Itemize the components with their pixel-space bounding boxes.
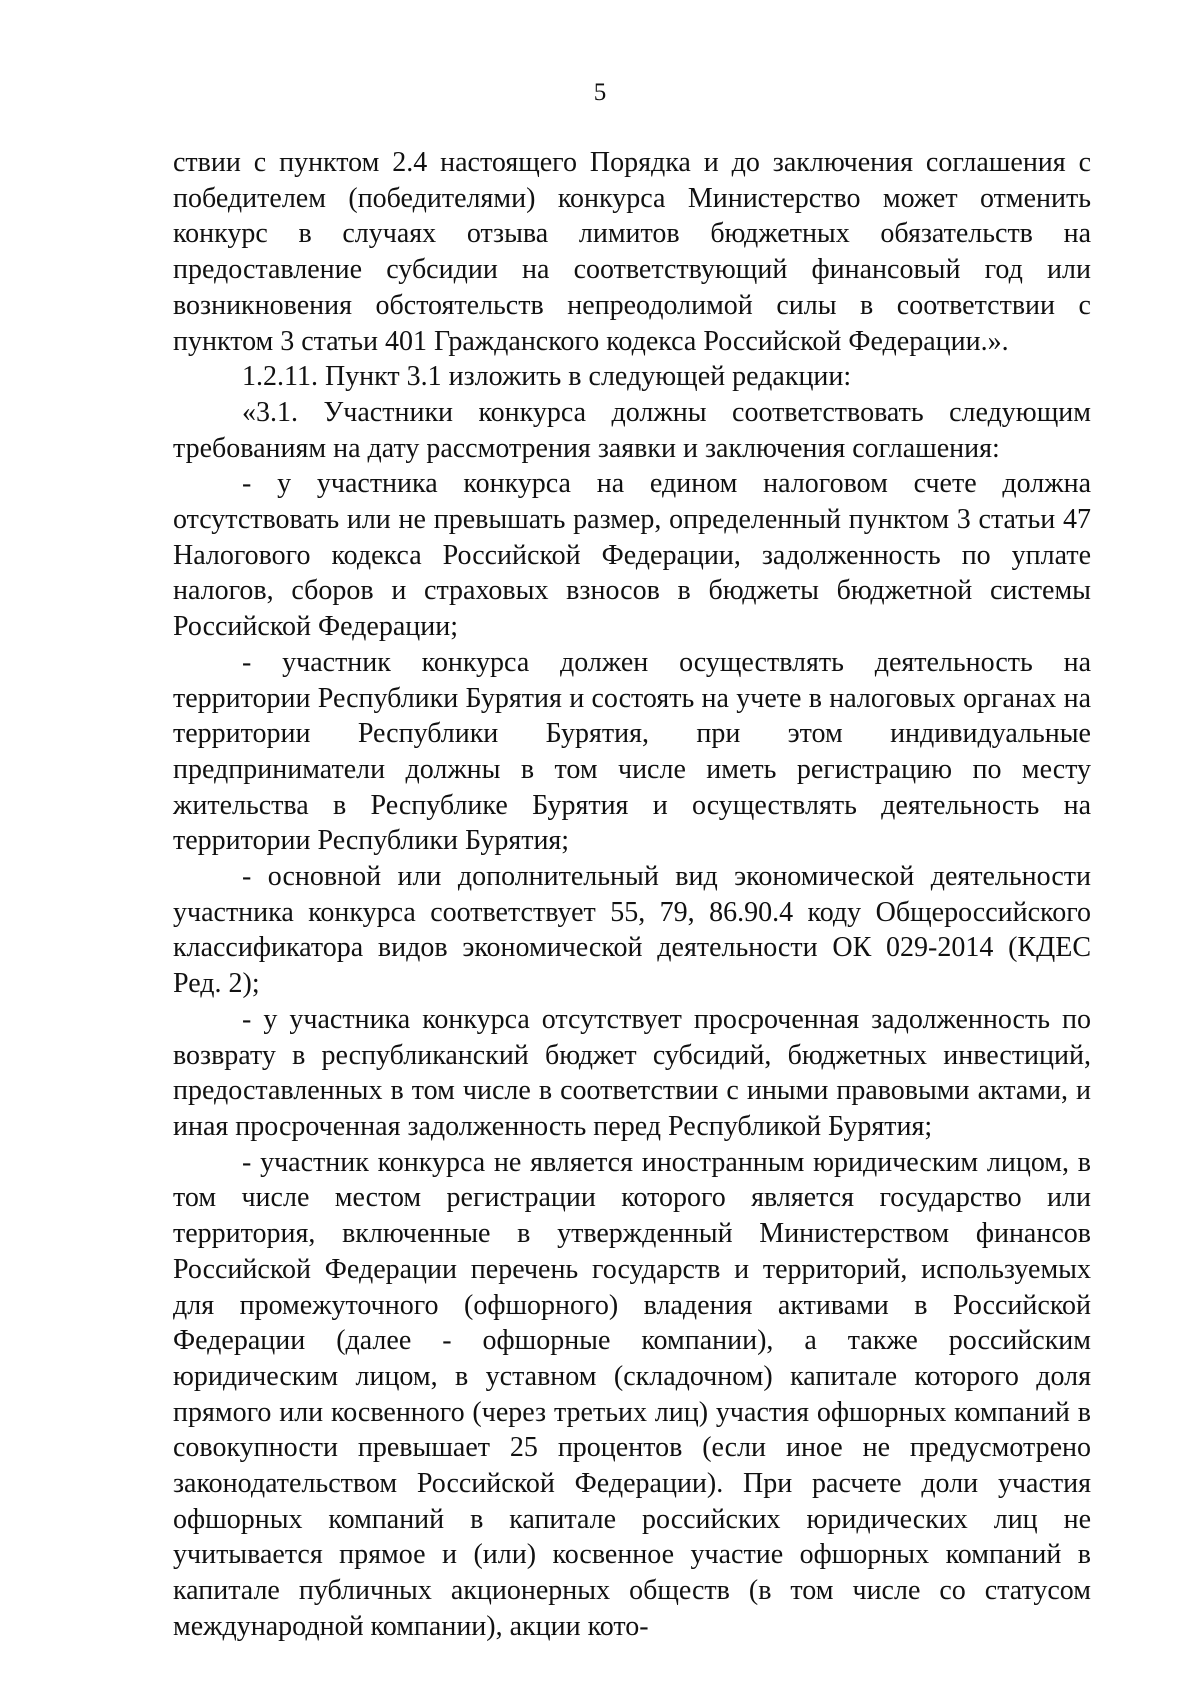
list-item-overdue-debt: - у участника конкурса отсутствует просроченная задолженность по возврату в республиканский бюджет субсидий, бюджетных инвестиций, предоставленных в том числе в соответствии с иными правовыми актами, и иная просроченная задолженность перед Республикой Бурятия; bbox=[173, 1003, 1091, 1142]
paragraph-continuation: ствии с пунктом 2.4 настоящего Порядка и до заключения соглашения с победителем (победителями) конкурса Министерство может отменить конкурс в случаях отзыва лимитов бюджетных обязательств на предоставление субсидии на соответствующий финансовый год или возникновения обстоятельств непреодолимой силы в соответствии с пунктом 3 статьи 401 Гражданского кодекса Российской Федерации.». bbox=[173, 147, 1091, 357]
list-item-territory: - участник конкурса должен осуществлять деятельность на территории Республики Бурятия и состоять на учете в налоговых органах на территории Республики Бурятия, при этом индивидуальные предприниматели должны в том числе иметь регистрацию по месту жительства в Республике Бурятия и осуществлять деятельность на территории Республики Бурятия; bbox=[173, 646, 1091, 857]
list-item-offshore: - участник конкурса не является иностранным юридическим лицом, в том числе местом регистрации которого является государство или территория, включенные в утвержденный Министерством финансов Российской Федерации перечень государств и территорий, используемых для промежуточного (офшорного) владения активами в Российской Федерации (далее - офшорные компании), а также российским юридическим лицом, в уставном (складочном) капитале которого доля прямого или косвенного (через третьих лиц) участия офшорных компаний в совокупности превышает 25 процентов (если иное не предусмотрено законодательством Российской Федерации). При расчете доли участия офшорных компаний в капитале российских юридических лиц не учитывается прямое и (или) косвенное участие офшорных компаний в капитале публичных акционерных обществ (в том числе со статусом международной компании), акции кото- bbox=[173, 1146, 1091, 1642]
document-body bbox=[173, 145, 1091, 1645]
list-item-activity-code: - основной или дополнительный вид экономической деятельности участника конкурса соответствует 55, 79, 86.90.4 коду Общероссийского классификатора видов экономической деятельности ОК 029-2014 (КДЕС Ред. 2); bbox=[173, 861, 1091, 1000]
paragraph-item-1-2-11: 1.2.11. Пункт 3.1 изложить в следующей редакции: bbox=[242, 361, 852, 393]
page-number: 5 bbox=[593, 79, 607, 106]
paragraph-clause-3-1: «3.1. Участники конкурса должны соответствовать следующим требованиям на дату рассмотрения заявки и заключения соглашения: bbox=[173, 396, 1091, 464]
list-item-tax-debt: - у участника конкурса на едином налоговом счете должна отсутствовать или не превышать размер, определенный пунктом 3 статьи 47 Налогового кодекса Российской Федерации, задолженность по уплате налогов, сборов и страховых взносов в бюджеты бюджетной системы Российской Федерации; bbox=[173, 468, 1091, 643]
